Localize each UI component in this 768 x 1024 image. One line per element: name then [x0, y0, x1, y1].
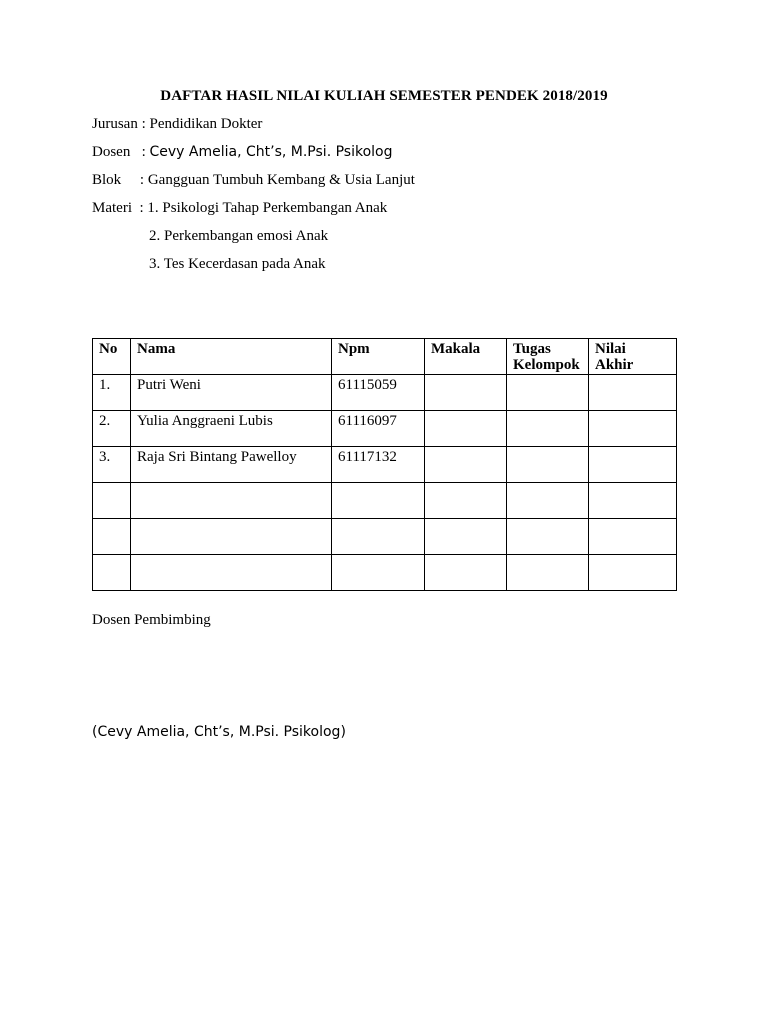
cell-nilai [589, 555, 677, 591]
cell-tugas [507, 519, 589, 555]
header-nilai-akhir [589, 339, 677, 375]
cell-nama [131, 555, 332, 591]
dosen-value: Cevy Amelia, Cht’s, M.Psi. Psikolog [149, 144, 393, 160]
header-makala: Makala [425, 339, 507, 375]
cell-tugas [507, 411, 589, 447]
signature-name: (Cevy Amelia, Cht’s, M.Psi. Psikolog) [92, 724, 346, 740]
header-nama: Nama [131, 339, 332, 375]
cell-npm: 61115059 [332, 375, 425, 411]
cell-no [93, 483, 131, 519]
cell-nama: Raja Sri Bintang Pawelloy [131, 447, 332, 483]
header-tugas-line-1: Tugas [513, 341, 551, 357]
materi-line-1: Materi : 1. Psikologi Tahap Perkembangan Anak [92, 200, 388, 216]
materi-line-2: 2. Perkembangan emosi Anak [149, 228, 329, 244]
header-npm: Npm [332, 339, 425, 375]
cell-nilai [589, 519, 677, 555]
cell-npm [332, 555, 425, 591]
cell-makala [425, 555, 507, 591]
table-row [93, 411, 677, 447]
cell-makala [425, 483, 507, 519]
jurusan-line: Jurusan : Pendidikan Dokter [92, 116, 263, 132]
header-tugas-line-2: Kelompok [513, 357, 580, 373]
materi-line-3: 3. Tes Kecerdasan pada Anak [149, 256, 326, 272]
grades-table [92, 338, 677, 591]
cell-nilai [589, 411, 677, 447]
cell-no: 2. [93, 411, 131, 447]
cell-nilai [589, 447, 677, 483]
cell-no: 1. [93, 375, 131, 411]
cell-nama [131, 519, 332, 555]
cell-makala [425, 519, 507, 555]
table-header-row [93, 339, 677, 375]
table-row [93, 555, 677, 591]
signature-label: Dosen Pembimbing [92, 612, 211, 628]
cell-npm [332, 519, 425, 555]
cell-npm [332, 483, 425, 519]
cell-no: 3. [93, 447, 131, 483]
dosen-line [92, 144, 392, 161]
cell-tugas [507, 447, 589, 483]
cell-nilai [589, 483, 677, 519]
header-tugas-kelompok [507, 339, 589, 375]
dosen-label: Dosen : [92, 144, 150, 160]
blok-line: Blok : Gangguan Tumbuh Kembang & Usia Lanjut [92, 172, 415, 188]
cell-nama: Yulia Anggraeni Lubis [131, 411, 332, 447]
cell-no [93, 555, 131, 591]
header-nilai-line-1: Nilai [595, 341, 626, 357]
cell-makala [425, 447, 507, 483]
cell-tugas [507, 555, 589, 591]
cell-makala [425, 411, 507, 447]
table-row [93, 447, 677, 483]
document-title: DAFTAR HASIL NILAI KULIAH SEMESTER PENDEK 2018/2019 [160, 88, 608, 104]
cell-tugas [507, 483, 589, 519]
table-row [93, 483, 677, 519]
header-no: No [93, 339, 131, 375]
cell-npm: 61117132 [332, 447, 425, 483]
cell-nama: Putri Weni [131, 375, 332, 411]
header-nilai-line-2: Akhir [595, 357, 634, 373]
cell-nilai [589, 375, 677, 411]
cell-tugas [507, 375, 589, 411]
table-row [93, 375, 677, 411]
table-row [93, 519, 677, 555]
cell-nama [131, 483, 332, 519]
cell-npm: 61116097 [332, 411, 425, 447]
cell-no [93, 519, 131, 555]
cell-makala [425, 375, 507, 411]
